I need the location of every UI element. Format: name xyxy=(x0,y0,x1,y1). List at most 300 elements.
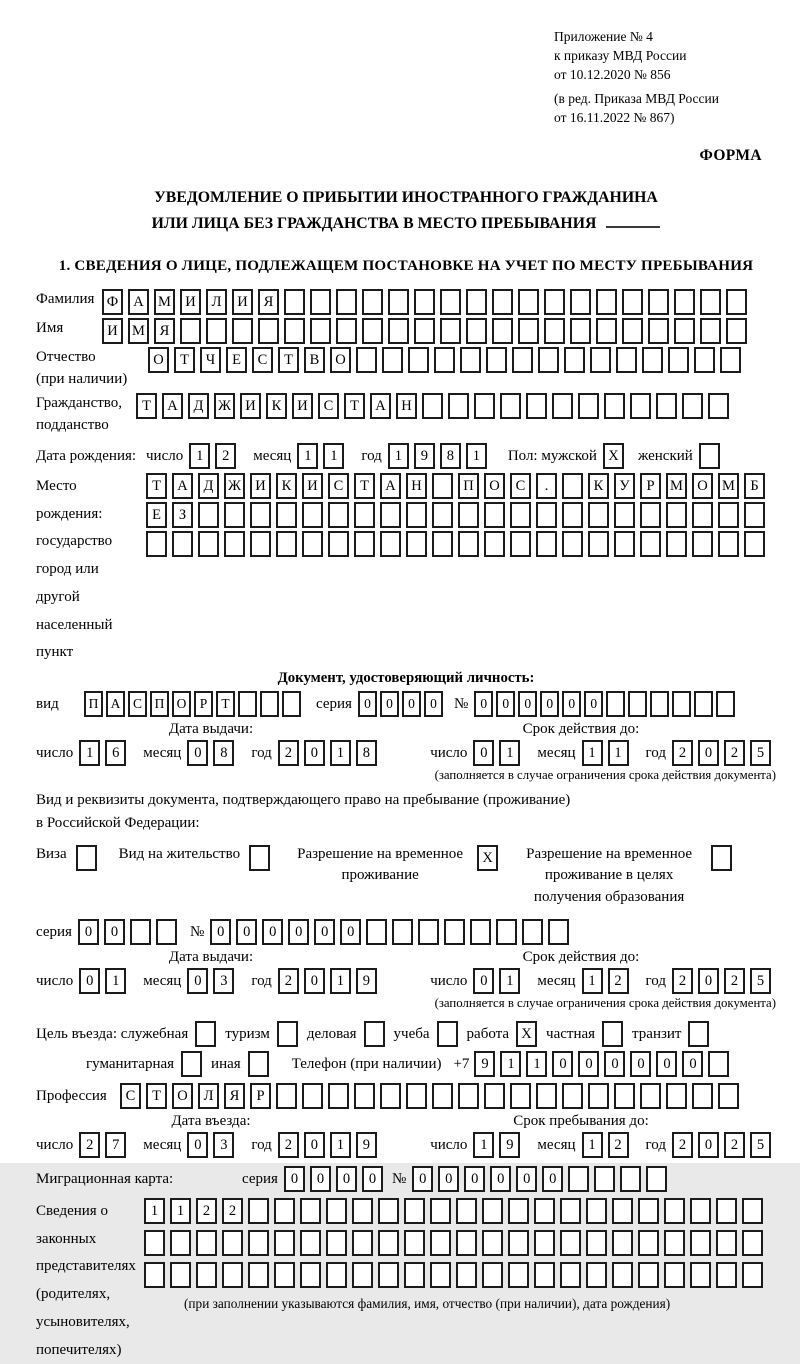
char-cell[interactable] xyxy=(414,289,435,315)
char-cell[interactable] xyxy=(432,1083,453,1109)
char-cell[interactable]: 0 xyxy=(578,1051,599,1077)
char-cell[interactable] xyxy=(562,502,583,528)
char-cell[interactable]: 0 xyxy=(380,691,399,717)
char-cell[interactable] xyxy=(392,919,413,945)
char-cell[interactable]: С xyxy=(328,473,349,499)
char-cell[interactable] xyxy=(716,1198,737,1224)
char-cell[interactable]: 1 xyxy=(323,443,344,469)
char-cell[interactable] xyxy=(568,1166,589,1192)
char-cell[interactable]: А xyxy=(128,289,149,315)
char-cell[interactable] xyxy=(404,1262,425,1288)
char-cell[interactable]: С xyxy=(252,347,273,373)
char-cell[interactable] xyxy=(690,1262,711,1288)
char-cell[interactable] xyxy=(172,531,193,557)
char-cell[interactable]: 2 xyxy=(724,1132,745,1158)
char-cell[interactable] xyxy=(522,919,543,945)
purpose-private-checkbox[interactable] xyxy=(602,1021,623,1047)
char-cell[interactable]: 1 xyxy=(330,740,351,766)
char-cell[interactable]: С xyxy=(128,691,147,717)
char-cell[interactable]: О xyxy=(172,1083,193,1109)
char-cell[interactable] xyxy=(718,502,739,528)
char-cell[interactable] xyxy=(590,347,611,373)
char-cell[interactable] xyxy=(222,1230,243,1256)
char-cell[interactable] xyxy=(388,289,409,315)
char-cell[interactable]: 0 xyxy=(284,1166,305,1192)
char-cell[interactable] xyxy=(692,531,713,557)
char-cell[interactable]: 2 xyxy=(79,1132,100,1158)
char-cell[interactable] xyxy=(586,1230,607,1256)
char-cell[interactable] xyxy=(458,1083,479,1109)
char-cell[interactable] xyxy=(628,691,647,717)
char-cell[interactable]: 0 xyxy=(698,740,719,766)
char-cell[interactable] xyxy=(666,502,687,528)
char-cell[interactable] xyxy=(276,531,297,557)
char-cell[interactable]: К xyxy=(588,473,609,499)
char-cell[interactable] xyxy=(690,1230,711,1256)
temp-permit-checkbox[interactable]: X xyxy=(477,845,498,871)
char-cell[interactable] xyxy=(518,318,539,344)
char-cell[interactable]: А xyxy=(370,393,391,419)
char-cell[interactable] xyxy=(238,691,257,717)
char-cell[interactable] xyxy=(552,393,573,419)
char-cell[interactable] xyxy=(720,347,741,373)
char-cell[interactable] xyxy=(466,289,487,315)
purpose-humanitarian-checkbox[interactable] xyxy=(181,1051,202,1077)
char-cell[interactable] xyxy=(570,289,591,315)
char-cell[interactable] xyxy=(508,1198,529,1224)
char-cell[interactable] xyxy=(258,318,279,344)
char-cell[interactable] xyxy=(482,1262,503,1288)
char-cell[interactable]: 0 xyxy=(496,691,515,717)
char-cell[interactable]: 2 xyxy=(608,968,629,994)
char-cell[interactable] xyxy=(664,1262,685,1288)
char-cell[interactable] xyxy=(586,1198,607,1224)
char-cell[interactable]: 2 xyxy=(724,740,745,766)
char-cell[interactable] xyxy=(560,1262,581,1288)
char-cell[interactable]: О xyxy=(148,347,169,373)
char-cell[interactable] xyxy=(284,318,305,344)
char-cell[interactable] xyxy=(638,1262,659,1288)
char-cell[interactable] xyxy=(260,691,279,717)
char-cell[interactable] xyxy=(404,1230,425,1256)
char-cell[interactable] xyxy=(460,347,481,373)
char-cell[interactable]: 1 xyxy=(105,968,126,994)
char-cell[interactable] xyxy=(588,531,609,557)
char-cell[interactable]: 0 xyxy=(104,919,125,945)
char-cell[interactable] xyxy=(578,393,599,419)
char-cell[interactable] xyxy=(700,318,721,344)
char-cell[interactable] xyxy=(588,502,609,528)
char-cell[interactable]: 2 xyxy=(724,968,745,994)
char-cell[interactable]: 8 xyxy=(440,443,461,469)
char-cell[interactable] xyxy=(414,318,435,344)
char-cell[interactable] xyxy=(518,289,539,315)
purpose-transit-checkbox[interactable] xyxy=(688,1021,709,1047)
char-cell[interactable]: 0 xyxy=(412,1166,433,1192)
char-cell[interactable]: 0 xyxy=(540,691,559,717)
purpose-business-checkbox[interactable] xyxy=(364,1021,385,1047)
char-cell[interactable]: 3 xyxy=(213,968,234,994)
char-cell[interactable]: 0 xyxy=(604,1051,625,1077)
char-cell[interactable]: А xyxy=(380,473,401,499)
char-cell[interactable]: Я xyxy=(258,289,279,315)
char-cell[interactable] xyxy=(508,1230,529,1256)
char-cell[interactable]: И xyxy=(292,393,313,419)
char-cell[interactable]: К xyxy=(266,393,287,419)
char-cell[interactable] xyxy=(366,919,387,945)
char-cell[interactable] xyxy=(614,531,635,557)
char-cell[interactable]: 2 xyxy=(672,740,693,766)
char-cell[interactable] xyxy=(692,502,713,528)
char-cell[interactable]: С xyxy=(510,473,531,499)
char-cell[interactable]: 6 xyxy=(105,740,126,766)
char-cell[interactable]: 1 xyxy=(330,1132,351,1158)
char-cell[interactable] xyxy=(458,502,479,528)
char-cell[interactable] xyxy=(276,502,297,528)
char-cell[interactable] xyxy=(496,919,517,945)
char-cell[interactable]: 8 xyxy=(213,740,234,766)
char-cell[interactable] xyxy=(352,1198,373,1224)
char-cell[interactable] xyxy=(456,1198,477,1224)
char-cell[interactable]: 0 xyxy=(473,968,494,994)
char-cell[interactable] xyxy=(614,502,635,528)
char-cell[interactable] xyxy=(282,691,301,717)
char-cell[interactable] xyxy=(274,1262,295,1288)
char-cell[interactable] xyxy=(544,289,565,315)
char-cell[interactable] xyxy=(406,531,427,557)
char-cell[interactable] xyxy=(444,919,465,945)
char-cell[interactable] xyxy=(536,531,557,557)
char-cell[interactable]: 0 xyxy=(187,968,208,994)
char-cell[interactable] xyxy=(694,347,715,373)
char-cell[interactable] xyxy=(612,1198,633,1224)
char-cell[interactable] xyxy=(484,531,505,557)
edu-permit-checkbox[interactable] xyxy=(711,845,732,871)
char-cell[interactable] xyxy=(726,318,747,344)
char-cell[interactable]: М xyxy=(666,473,687,499)
char-cell[interactable]: Р xyxy=(250,1083,271,1109)
char-cell[interactable] xyxy=(430,1230,451,1256)
char-cell[interactable]: 0 xyxy=(304,968,325,994)
char-cell[interactable] xyxy=(354,531,375,557)
char-cell[interactable]: 0 xyxy=(304,740,325,766)
char-cell[interactable]: 1 xyxy=(499,968,520,994)
char-cell[interactable] xyxy=(356,347,377,373)
char-cell[interactable]: 0 xyxy=(78,919,99,945)
char-cell[interactable] xyxy=(284,289,305,315)
char-cell[interactable]: Н xyxy=(396,393,417,419)
char-cell[interactable]: 1 xyxy=(582,740,603,766)
char-cell[interactable]: 2 xyxy=(278,968,299,994)
char-cell[interactable]: 0 xyxy=(362,1166,383,1192)
char-cell[interactable]: 3 xyxy=(213,1132,234,1158)
char-cell[interactable]: 0 xyxy=(698,968,719,994)
char-cell[interactable] xyxy=(470,919,491,945)
char-cell[interactable] xyxy=(486,347,507,373)
char-cell[interactable]: 0 xyxy=(262,919,283,945)
char-cell[interactable]: П xyxy=(458,473,479,499)
char-cell[interactable]: И xyxy=(240,393,261,419)
char-cell[interactable] xyxy=(510,502,531,528)
char-cell[interactable]: Ч xyxy=(200,347,221,373)
char-cell[interactable]: С xyxy=(318,393,339,419)
char-cell[interactable] xyxy=(248,1262,269,1288)
char-cell[interactable] xyxy=(560,1230,581,1256)
char-cell[interactable]: Ф xyxy=(102,289,123,315)
char-cell[interactable] xyxy=(378,1198,399,1224)
char-cell[interactable]: 1 xyxy=(79,740,100,766)
char-cell[interactable] xyxy=(404,1198,425,1224)
char-cell[interactable] xyxy=(630,393,651,419)
char-cell[interactable] xyxy=(500,393,521,419)
char-cell[interactable]: 1 xyxy=(466,443,487,469)
char-cell[interactable] xyxy=(170,1262,191,1288)
char-cell[interactable] xyxy=(328,502,349,528)
char-cell[interactable] xyxy=(742,1262,763,1288)
sex-female-checkbox[interactable] xyxy=(699,443,720,469)
char-cell[interactable] xyxy=(248,1230,269,1256)
char-cell[interactable] xyxy=(430,1262,451,1288)
char-cell[interactable]: 0 xyxy=(682,1051,703,1077)
char-cell[interactable] xyxy=(196,1262,217,1288)
char-cell[interactable]: Т xyxy=(136,393,157,419)
char-cell[interactable]: 2 xyxy=(196,1198,217,1224)
char-cell[interactable]: 0 xyxy=(490,1166,511,1192)
char-cell[interactable]: Ж xyxy=(224,473,245,499)
char-cell[interactable] xyxy=(492,289,513,315)
char-cell[interactable] xyxy=(326,1262,347,1288)
char-cell[interactable] xyxy=(328,1083,349,1109)
char-cell[interactable]: В xyxy=(304,347,325,373)
char-cell[interactable] xyxy=(302,531,323,557)
char-cell[interactable]: 0 xyxy=(79,968,100,994)
char-cell[interactable]: Т xyxy=(354,473,375,499)
sex-male-checkbox[interactable]: X xyxy=(603,443,624,469)
char-cell[interactable] xyxy=(534,1262,555,1288)
char-cell[interactable]: А xyxy=(172,473,193,499)
char-cell[interactable]: 0 xyxy=(288,919,309,945)
char-cell[interactable] xyxy=(508,1262,529,1288)
char-cell[interactable]: 2 xyxy=(278,740,299,766)
char-cell[interactable] xyxy=(694,691,713,717)
char-cell[interactable] xyxy=(300,1262,321,1288)
char-cell[interactable] xyxy=(544,318,565,344)
char-cell[interactable]: 2 xyxy=(215,443,236,469)
char-cell[interactable] xyxy=(222,1262,243,1288)
char-cell[interactable] xyxy=(606,691,625,717)
char-cell[interactable] xyxy=(130,919,151,945)
char-cell[interactable] xyxy=(378,1262,399,1288)
char-cell[interactable]: 0 xyxy=(438,1166,459,1192)
char-cell[interactable]: Т xyxy=(146,473,167,499)
char-cell[interactable] xyxy=(248,1198,269,1224)
char-cell[interactable] xyxy=(206,318,227,344)
char-cell[interactable] xyxy=(726,289,747,315)
char-cell[interactable] xyxy=(382,347,403,373)
char-cell[interactable] xyxy=(408,347,429,373)
char-cell[interactable] xyxy=(538,347,559,373)
char-cell[interactable]: 0 xyxy=(473,740,494,766)
char-cell[interactable] xyxy=(642,347,663,373)
char-cell[interactable] xyxy=(716,1230,737,1256)
char-cell[interactable] xyxy=(466,318,487,344)
char-cell[interactable] xyxy=(432,502,453,528)
char-cell[interactable]: . xyxy=(536,473,557,499)
char-cell[interactable] xyxy=(302,1083,323,1109)
char-cell[interactable] xyxy=(232,318,253,344)
char-cell[interactable] xyxy=(250,502,271,528)
char-cell[interactable] xyxy=(492,318,513,344)
char-cell[interactable] xyxy=(622,289,643,315)
char-cell[interactable]: Я xyxy=(224,1083,245,1109)
purpose-other-checkbox[interactable] xyxy=(248,1051,269,1077)
char-cell[interactable]: 1 xyxy=(582,968,603,994)
char-cell[interactable]: 0 xyxy=(552,1051,573,1077)
char-cell[interactable] xyxy=(380,1083,401,1109)
char-cell[interactable] xyxy=(482,1230,503,1256)
char-cell[interactable]: Е xyxy=(146,502,167,528)
char-cell[interactable] xyxy=(620,1166,641,1192)
char-cell[interactable]: 5 xyxy=(750,968,771,994)
char-cell[interactable]: Т xyxy=(278,347,299,373)
char-cell[interactable] xyxy=(674,289,695,315)
char-cell[interactable]: 9 xyxy=(356,1132,377,1158)
char-cell[interactable] xyxy=(666,1083,687,1109)
char-cell[interactable] xyxy=(612,1230,633,1256)
char-cell[interactable] xyxy=(562,1083,583,1109)
char-cell[interactable] xyxy=(638,1230,659,1256)
char-cell[interactable] xyxy=(562,531,583,557)
char-cell[interactable]: М xyxy=(154,289,175,315)
char-cell[interactable] xyxy=(432,531,453,557)
char-cell[interactable] xyxy=(536,502,557,528)
char-cell[interactable] xyxy=(536,1083,557,1109)
char-cell[interactable] xyxy=(666,531,687,557)
char-cell[interactable]: 1 xyxy=(297,443,318,469)
char-cell[interactable]: 0 xyxy=(187,740,208,766)
char-cell[interactable] xyxy=(250,531,271,557)
char-cell[interactable]: Т xyxy=(146,1083,167,1109)
char-cell[interactable]: П xyxy=(150,691,169,717)
char-cell[interactable] xyxy=(422,393,443,419)
char-cell[interactable]: Т xyxy=(344,393,365,419)
char-cell[interactable]: А xyxy=(162,393,183,419)
char-cell[interactable] xyxy=(180,318,201,344)
char-cell[interactable] xyxy=(596,318,617,344)
purpose-official-checkbox[interactable] xyxy=(195,1021,216,1047)
char-cell[interactable]: Л xyxy=(198,1083,219,1109)
char-cell[interactable] xyxy=(196,1230,217,1256)
char-cell[interactable] xyxy=(224,502,245,528)
char-cell[interactable] xyxy=(170,1230,191,1256)
char-cell[interactable] xyxy=(432,473,453,499)
char-cell[interactable]: 0 xyxy=(402,691,421,717)
char-cell[interactable] xyxy=(640,1083,661,1109)
char-cell[interactable]: Н xyxy=(406,473,427,499)
char-cell[interactable] xyxy=(458,531,479,557)
char-cell[interactable] xyxy=(588,1083,609,1109)
char-cell[interactable]: Ж xyxy=(214,393,235,419)
char-cell[interactable] xyxy=(310,318,331,344)
char-cell[interactable]: О xyxy=(330,347,351,373)
char-cell[interactable]: 1 xyxy=(189,443,210,469)
char-cell[interactable]: 0 xyxy=(474,691,493,717)
char-cell[interactable]: 0 xyxy=(518,691,537,717)
char-cell[interactable]: 0 xyxy=(562,691,581,717)
char-cell[interactable]: С xyxy=(120,1083,141,1109)
char-cell[interactable] xyxy=(430,1198,451,1224)
char-cell[interactable]: 1 xyxy=(582,1132,603,1158)
char-cell[interactable] xyxy=(664,1230,685,1256)
visa-checkbox[interactable] xyxy=(76,845,97,871)
char-cell[interactable] xyxy=(354,502,375,528)
char-cell[interactable] xyxy=(274,1230,295,1256)
char-cell[interactable] xyxy=(708,1051,729,1077)
char-cell[interactable]: 1 xyxy=(170,1198,191,1224)
char-cell[interactable] xyxy=(616,347,637,373)
char-cell[interactable] xyxy=(198,502,219,528)
char-cell[interactable]: О xyxy=(484,473,505,499)
char-cell[interactable]: И xyxy=(102,318,123,344)
char-cell[interactable] xyxy=(716,1262,737,1288)
char-cell[interactable]: 0 xyxy=(698,1132,719,1158)
char-cell[interactable] xyxy=(638,1198,659,1224)
char-cell[interactable]: 9 xyxy=(356,968,377,994)
char-cell[interactable]: М xyxy=(128,318,149,344)
char-cell[interactable] xyxy=(560,1198,581,1224)
char-cell[interactable]: Т xyxy=(174,347,195,373)
char-cell[interactable]: И xyxy=(250,473,271,499)
char-cell[interactable]: 0 xyxy=(630,1051,651,1077)
char-cell[interactable] xyxy=(548,919,569,945)
char-cell[interactable] xyxy=(146,531,167,557)
char-cell[interactable]: Р xyxy=(640,473,661,499)
char-cell[interactable]: О xyxy=(692,473,713,499)
char-cell[interactable] xyxy=(388,318,409,344)
char-cell[interactable] xyxy=(614,1083,635,1109)
char-cell[interactable] xyxy=(440,289,461,315)
char-cell[interactable] xyxy=(352,1230,373,1256)
char-cell[interactable]: М xyxy=(718,473,739,499)
char-cell[interactable] xyxy=(362,318,383,344)
char-cell[interactable]: П xyxy=(84,691,103,717)
char-cell[interactable]: Е xyxy=(226,347,247,373)
char-cell[interactable]: 0 xyxy=(542,1166,563,1192)
char-cell[interactable]: Д xyxy=(198,473,219,499)
purpose-study-checkbox[interactable] xyxy=(437,1021,458,1047)
char-cell[interactable]: 0 xyxy=(340,919,361,945)
char-cell[interactable] xyxy=(700,289,721,315)
char-cell[interactable]: 2 xyxy=(672,1132,693,1158)
char-cell[interactable] xyxy=(456,1230,477,1256)
char-cell[interactable]: 9 xyxy=(499,1132,520,1158)
char-cell[interactable]: И xyxy=(180,289,201,315)
char-cell[interactable] xyxy=(440,318,461,344)
char-cell[interactable] xyxy=(328,531,349,557)
char-cell[interactable] xyxy=(612,1262,633,1288)
char-cell[interactable] xyxy=(362,289,383,315)
char-cell[interactable]: 9 xyxy=(474,1051,495,1077)
char-cell[interactable]: И xyxy=(302,473,323,499)
char-cell[interactable] xyxy=(742,1198,763,1224)
char-cell[interactable]: 1 xyxy=(526,1051,547,1077)
char-cell[interactable]: 0 xyxy=(516,1166,537,1192)
char-cell[interactable] xyxy=(336,289,357,315)
char-cell[interactable] xyxy=(534,1230,555,1256)
char-cell[interactable] xyxy=(434,347,455,373)
char-cell[interactable]: А xyxy=(106,691,125,717)
char-cell[interactable]: 0 xyxy=(424,691,443,717)
